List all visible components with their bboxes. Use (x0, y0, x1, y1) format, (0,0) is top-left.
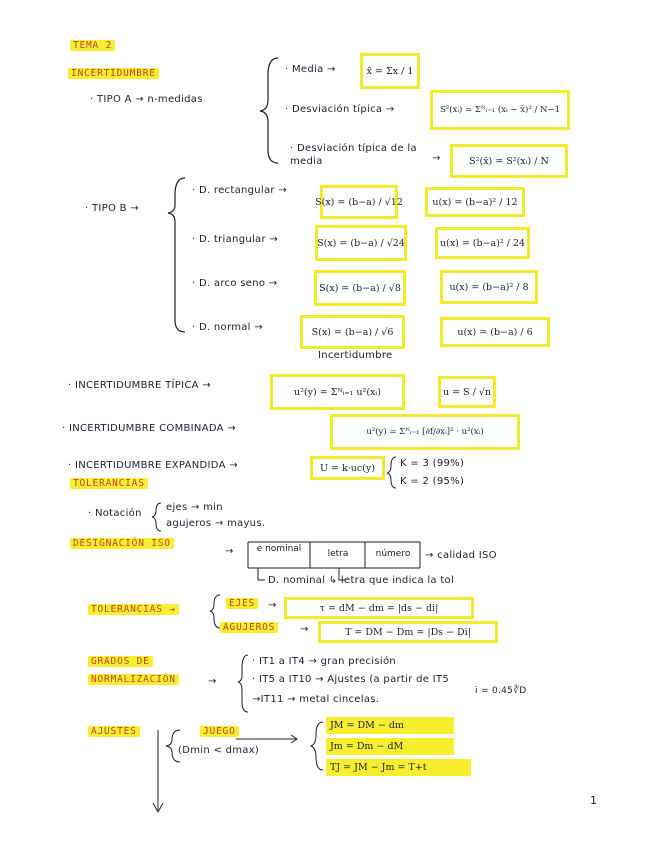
k-95: K = 2 (95%) (400, 476, 465, 487)
expandida-label: · INCERTIDUMBRE EXPANDIDA → (68, 460, 238, 471)
juego-label: JUEGO (200, 726, 239, 737)
normal-u: u(x) = (b−a) / 6 (440, 317, 550, 347)
grados-line-1: · IT1 a IT4 → gran precisión (252, 656, 397, 667)
grados-heading-2: NORMALIZACIÓN (88, 674, 179, 685)
arrow: → (208, 676, 217, 687)
notacion-label: · Notación (88, 508, 142, 519)
tipica-label: · INCERTIDUMBRE TÍPICA → (68, 380, 211, 391)
designacion-bottom: D. nominal ↳ letra que indica la tol (268, 575, 455, 586)
rectangular-u: u(x) = (b−a)² / 12 (425, 187, 525, 217)
desviacion-media-formula: S²(x̄) = S²(xᵢ) / N (450, 144, 568, 178)
iso-cell-nominal: e nominal (256, 544, 302, 554)
arrow: → (225, 546, 234, 557)
triangular-label: · D. triangular → (192, 234, 279, 245)
arrow: → (300, 624, 309, 635)
desviacion-label: · Desviación típica → (285, 104, 395, 115)
tolerancias2-heading: TOLERANCIAS → (88, 604, 179, 615)
triangular-s: S(x) = (b−a) / √24 (315, 225, 407, 261)
incertidumbre-heading: INCERTIDUMBRE (68, 68, 159, 79)
arrow: → (268, 600, 277, 611)
desviacion-media-label: · Desviación típica de la media (290, 143, 417, 167)
tipica-formula: u²(y) = Σᴺᵢ₌₁ u²(xᵢ) (270, 374, 405, 410)
iso-cell-letra: letra (327, 549, 349, 559)
ajuste-formula-1: JM = DM − dm (326, 717, 454, 734)
tema-title: TEMA 2 (70, 40, 115, 51)
tipo-b-label: · TIPO B → (85, 203, 139, 214)
combinada-label: · INCERTIDUMBRE COMBINADA → (62, 423, 236, 434)
juego-sub: (Dmin < dmax) (178, 745, 260, 756)
tolerancias-heading: TOLERANCIAS (70, 478, 148, 489)
grados-line-2: · IT5 a IT10 → Ajustes (a partir de IT5 (252, 674, 449, 685)
media-formula: x̄ = Σx / 1 (360, 53, 420, 89)
grados-formula: i = 0.45∛D (475, 686, 527, 696)
agujeros-formula: T = DM − Dm = |Ds − Di| (318, 621, 498, 643)
designacion-heading: DESIGNACIÓN ISO (70, 538, 174, 549)
arrow: → (432, 153, 441, 164)
desviacion-formula: S²(xᵢ) = Σᴺᵢ₌₁ (xᵢ − x̄)² / N−1 (430, 90, 570, 130)
rectangular-s: S(x) = (b−a) / √12 (320, 185, 398, 219)
ajustes-heading: AJUSTES (88, 726, 140, 737)
tipica-extra: u = S / √n (438, 376, 496, 408)
ajuste-formula-2: Jm = Dm − dM (326, 738, 454, 755)
combinada-formula: u²(y) = Σᴺᵢ₌₁ [∂f/∂xᵢ]² · u²(xᵢ) (330, 414, 520, 450)
grados-heading-1: GRADOS DE (88, 656, 153, 667)
rectangular-label: · D. rectangular → (192, 185, 288, 196)
expandida-formula: U = k·uc(y) (310, 456, 385, 480)
incertidumbre-note: Incertidumbre (318, 350, 393, 361)
calidad-iso: → calidad ISO (425, 550, 497, 561)
arcoseno-label: · D. arco seno → (192, 278, 278, 289)
notacion-ejes: ejes → min (166, 502, 223, 513)
grados-line-3: →IT11 → metal cincelas. (252, 694, 380, 705)
arcoseno-s: S(x) = (b−a) / √8 (314, 270, 406, 306)
ajuste-formula-3: TJ = JM − Jm = T+t (326, 759, 471, 776)
ejes-formula: τ = dM − dm = |ds − di| (284, 597, 474, 619)
normal-label: · D. normal → (192, 322, 263, 333)
iso-cell-numero: número (375, 549, 411, 559)
page-number: 1 (590, 794, 597, 807)
notacion-agujeros: agujeros → mayus. (166, 518, 266, 529)
k-99: K = 3 (99%) (400, 458, 465, 469)
agujeros-label: AGUJEROS (220, 622, 278, 633)
tipo-a-label: · TIPO A → n-medidas (90, 94, 203, 105)
ejes-label: EJES (226, 598, 258, 609)
normal-s: S(x) = (b−a) / √6 (300, 315, 405, 349)
triangular-u: u(x) = (b−a)² / 24 (435, 227, 530, 259)
arcoseno-u: u(x) = (b−a)² / 8 (440, 270, 538, 304)
media-label: · Media → (285, 64, 336, 75)
